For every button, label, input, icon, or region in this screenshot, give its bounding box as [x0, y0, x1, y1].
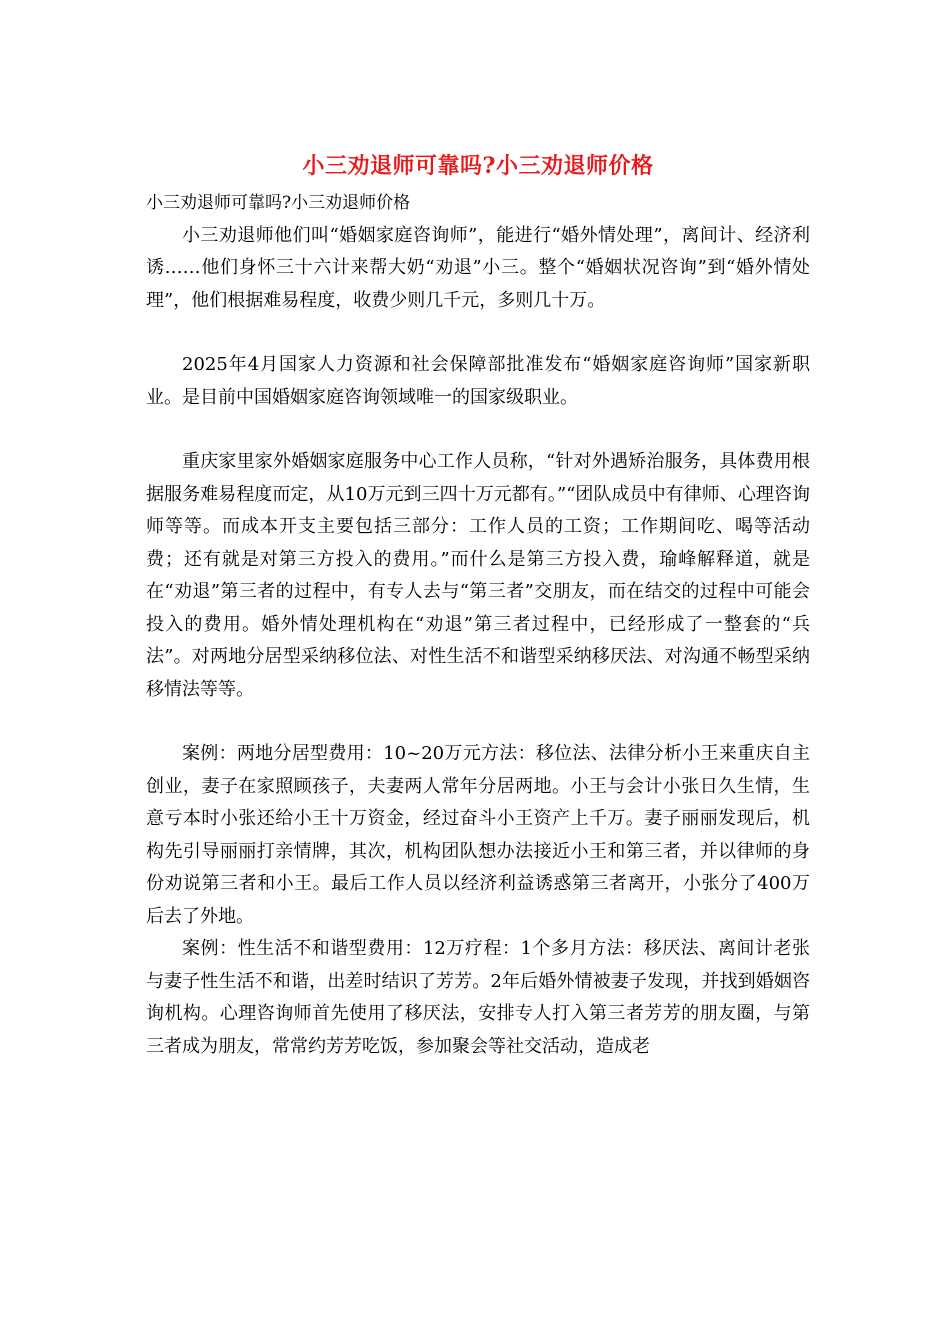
paragraph-profession: 2025年4月国家人力资源和社会保障部批准发布“婚姻家庭咨询师”国家新职业。是目前中国婚姻家庭咨询领域唯一的国家级职业。	[146, 354, 810, 408]
document-page	[146, 150, 810, 1063]
document-subtitle: 小三劝退师可靠吗?小三劝退师价格	[146, 193, 411, 213]
paragraph-intro: 小三劝退师他们叫“婚姻家庭咨询师”，能进行“婚外情处理”，离间计、经济利诱……他们身怀三十六计来帮大奶“劝退”小三。整个“婚姻状况咨询”到“婚外情处理”，他们根据难易程度，收费少则几千元，多则几十万。	[146, 224, 810, 311]
document-title: 小三劝退师可靠吗?小三劝退师价格	[302, 153, 654, 179]
paragraph-case-intimacy: 案例：性生活不和谐型费用：12万疗程：1个多月方法：移厌法、离间计老张与妻子性生活不和谐，出差时结识了芳芳。2年后婚外情被妻子发现，并找到婚姻咨询机构。心理咨询师首先使用了移厌法，安排专人打入第三者芳芳的朋友圈，与第三者成为朋友，常常约芳芳吃饭，参加聚会等社交活动，造成老	[146, 938, 810, 1057]
paragraph-case-long-distance: 案例：两地分居型费用：10~20万元方法：移位法、法律分析小王来重庆自主创业，妻子在家照顾孩子，夫妻两人常年分居两地。小王与会计小张日久生情，生意亏本时小张还给小王十万资金，经过奋斗小王资产上千万。妻子丽丽发现后，机构先引导丽丽打亲情牌，其次，机构团队想办法接近小王和第三者，并以律师的身份劝说第三者和小王。最后工作人员以经济利益诱惑第三者离开，小张分了400万后去了外地。	[146, 743, 810, 927]
paragraph-chongqing-center: 重庆家里家外婚姻家庭服务中心工作人员称，“针对外遇矫治服务，具体费用根据服务难易程度而定，从10万元到三四十万元都有。”“团队成员中有律师、心理咨询师等等。而成本开支主要包括三部分：工作人员的工资；工作期间吃、喝等活动费；还有就是对第三方投入的费用。”而什么是第三方投入费，瑜峰解释道，就是在“劝退”第三者的过程中，有专人去与“第三者”交朋友，而在结交的过程中可能会投入的费用。婚外情处理机构在“劝退”第三者过程中，已经形成了一整套的“兵法”。对两地分居型采纳移位法、对性生活不和谐型采纳移厌法、对沟通不畅型采纳移情法等等。	[146, 451, 810, 700]
